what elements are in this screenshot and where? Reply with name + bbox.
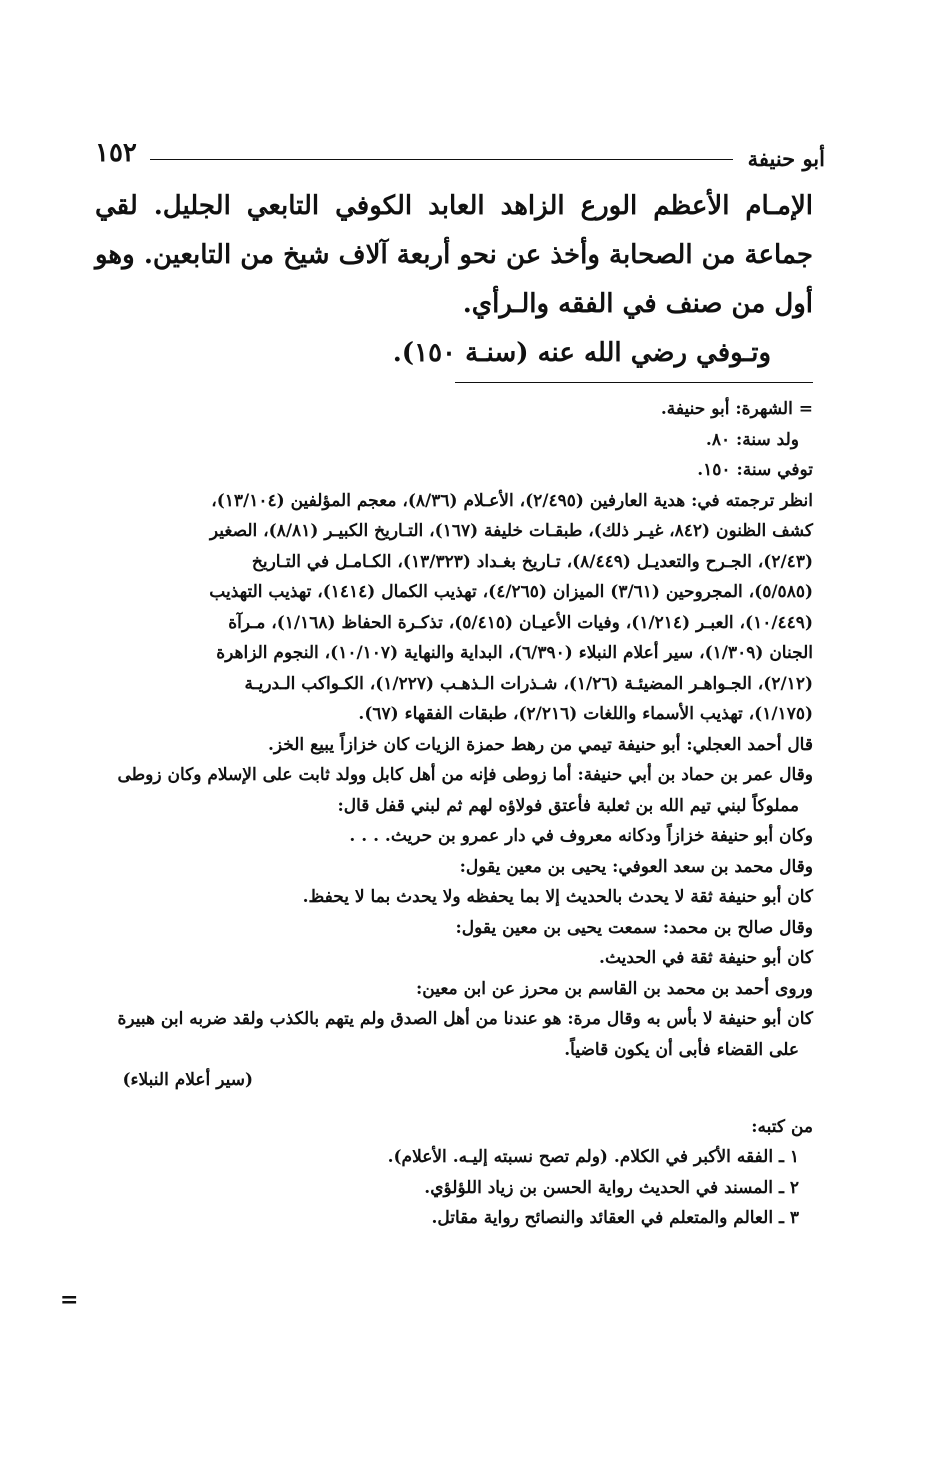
sources-line: (١٠/٤٤٩)، العبـر (١/٢١٤)، وفيات الأعيـان (٥/٤١٥)، تذكـرة الحفاظ (١/١٦٨)، مـرآة	[228, 612, 813, 633]
quote-line: وكان أبو حنيفة خزازاً ودكانه معروف في دار عمرو بن حريث. . . .	[349, 826, 813, 846]
born-line: ولد سنة: ٨٠.	[705, 429, 799, 450]
quote-line: وقال عمر بن حماد بن أبي حنيفة: أما زوطى فإنه من أهل كابل وولد ثابت على الإسلام وكان زوطى	[117, 765, 813, 785]
sources-line: (١/١٧٥)، تهذيب الأسماء واللغات (٢/٢١٦)، طبقات الفقهاء (٦٧).	[358, 704, 813, 724]
footnotes	[95, 394, 813, 1234]
sources-line: (٢/٤٣)، الجـرح والتعديـل (٨/٤٤٩)، تـاريخ بغـداد (١٣/٣٢٣)، الكـامـل في التـاريخ	[251, 551, 813, 572]
margin-mark: =	[60, 1287, 79, 1313]
quote-line: كان أبو حنيفة ثقة في الحديث.	[599, 948, 813, 968]
quote-line: قال أحمد العجلي: أبو حنيفة تيمي من رهط حمزة الزيات كان خزازاً يبيع الخز.	[267, 734, 813, 755]
source-reference: (سير أعلام النبلاء)	[122, 1070, 253, 1090]
quote-line: كان أبو حنيفة ثقة لا يحدث بالحديث إلا بما يحفظه ولا يحدث بما لا يحفظ.	[302, 887, 813, 907]
book-item: ١ ـ الفقه الأكبر في الكلام. (ولم تصح نسبته إليـه. الأعلام).	[387, 1147, 799, 1167]
spacer	[95, 1096, 813, 1112]
quote-line: على القضاء فأبى أن يكون قاضياً.	[564, 1039, 799, 1060]
death-line: وتـوفي رضي الله عنه (سنـة ١٥٠).	[392, 338, 771, 368]
sources-line: كشف الظنون (٨٤٢، غيـر ذلك)، طبقـات خليفة (١٦٧)، التـاريخ الكبيـر (٨/٨١)، الصغير	[209, 521, 813, 541]
footnote-divider	[455, 382, 813, 383]
header-rule	[150, 159, 733, 160]
sources-line: الجنان (١/٣٠٩)، سير أعلام النبلاء (٦/٣٩٠)، البداية والنهاية (١٠/١٠٧)، النجوم الزاهرة	[216, 643, 813, 663]
sources-line: (٥/٥٨٥)، المجروحين (٣/٦١) الميزان (٤/٢٦٥)، تهذيب الكمال (١٤١٤)، تهذيب التهذيب	[209, 582, 813, 602]
quote-line: وقال محمد بن سعد العوفي: يحيى بن معين يقول:	[459, 856, 813, 877]
main-text	[95, 182, 813, 378]
sources-line: انظر ترجمته في: هدية العارفين (٢/٤٩٥)، الأعـلام (٨/٣٦)، معجم المؤلفين (١٣/١٠٤)،	[211, 490, 813, 511]
book-item: ٣ ـ العالم والمتعلم في العقائد والنصائح رواية مقاتل.	[431, 1208, 799, 1228]
main-paragraph: الإمـام الأعظم الورع الزاهد العابد الكوفي التابعي الجليل. لقي جماعة من الصحابة وأخذ عن نحو أربعة آلاف شيخ من التابعين. وهو أول من صنف في الفقه والـرأي.	[95, 191, 813, 319]
books-heading: من كتبه:	[751, 1116, 813, 1137]
quote-line: وروى أحمد بن محمد بن القاسم بن محرز عن ابن معين:	[416, 978, 813, 999]
quote-line: كان أبو حنيفة لا بأس به وقال مرة: هو عندنا من أهل الصدق ولم يتهم بالكذب ولقد ضربه ابن هبيرة	[117, 1009, 813, 1029]
page-number: ١٥٢	[95, 138, 137, 168]
died-line: توفي سنة: ١٥٠.	[697, 460, 813, 480]
fame-line: = الشهرة: أبو حنيفة.	[660, 399, 813, 419]
quote-line: وقال صالح بن محمد: سمعت يحيى بن معين يقول:	[455, 917, 813, 938]
book-item: ٢ ـ المسند في الحديث رواية الحسن بن زياد اللؤلؤي.	[424, 1177, 799, 1198]
page-header	[95, 138, 825, 178]
running-title: أبو حنيفة	[747, 146, 825, 171]
sources-line: (٢/١٢)، الجـواهـر المضيئـة (١/٢٦)، شـذرات الـذهـب (١/٢٢٧)، الكـواكب الـدريـة	[244, 673, 813, 694]
quote-line: مملوكاً لبني تيم الله بن ثعلبة فأعتق فولاؤه لهم ثم لبني قفل قال:	[337, 795, 799, 816]
